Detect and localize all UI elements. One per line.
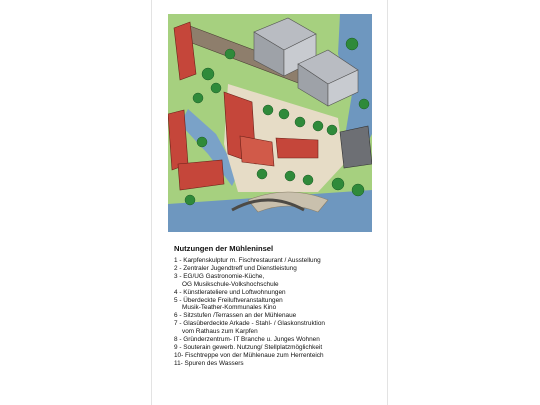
legend-item: 8 - Gründerzentrum- IT Branche u. Junges Wohnen [174, 336, 320, 344]
legend-item: 10- Fischtreppe von der Mühlenaue zum Herrenteich [174, 351, 324, 359]
legend-item-continuation: OG Musikschule-Volkshochschule [182, 280, 279, 288]
legend-item: 7 - Glasüberdeckte Arkade - Stahl- / Glaskonstruktion vom Rathaus zum Karpfen [174, 320, 384, 336]
legend-title: Nutzungen der Mühleninsel [174, 244, 274, 253]
legend-item-continuation: Musik-Teather-Kommunales Kino [182, 304, 277, 312]
gallery-building [340, 126, 372, 168]
legend-item: 11- Spuren des Wassers [174, 359, 244, 367]
legend-item-continuation: vom Rathaus zum Karpfen [182, 328, 258, 336]
legend-item: 3 - EG/UG Gastronomie-Küche, OG Musikschule-Volkshochschule [174, 273, 384, 289]
legend [174, 244, 384, 368]
legend-item: 5 - Überdeckte Freiluftveranstaltungen Musik-Teather-Kommunales Kino [174, 297, 384, 313]
legend-item: 2 - Zentraler Jugendtreff und Dienstleistung [174, 264, 297, 272]
legend-item: 9 - Souterain gewerb. Nutzung/ Stellplatzmöglichkeit [174, 343, 323, 351]
site-plan-illustration [168, 14, 372, 232]
legend-item: 6 - Sitzstufen /Terrassen an der Mühlenaue [174, 312, 297, 320]
gastronomy-building [276, 138, 318, 158]
legend-list [174, 257, 384, 368]
legend-item: 4 - Künstlerateliere und Loftwohnungen [174, 288, 286, 296]
legend-item: 1 - Karpfenskulptur m. Fischrestaurant / Ausstellung [174, 257, 321, 264]
page-card [151, 0, 388, 405]
